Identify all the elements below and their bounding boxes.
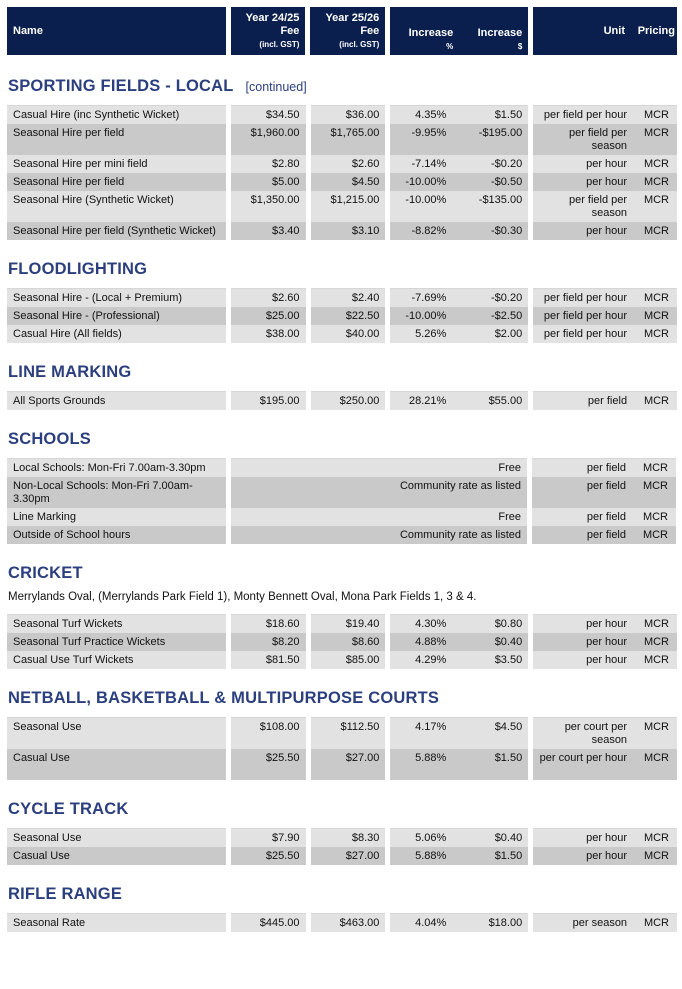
row-increase-amt: -$0.20	[452, 155, 528, 173]
row-fee-2526: $19.40	[311, 614, 386, 633]
row-unit: per field	[532, 477, 632, 508]
row-name: All Sports Grounds	[7, 391, 226, 410]
row-fee-2425: $108.00	[231, 717, 306, 749]
table-row	[7, 307, 677, 325]
row-fee-2425: $5.00	[231, 173, 306, 191]
row-fee-2526: $22.50	[311, 307, 386, 325]
section-title	[7, 256, 677, 282]
table-row	[7, 477, 677, 508]
header-increase-pct	[390, 7, 459, 55]
row-name: Seasonal Hire - (Local + Premium)	[7, 288, 226, 307]
section	[7, 560, 677, 669]
row-name: Seasonal Hire - (Professional)	[7, 307, 226, 325]
row-pricing: MCR	[633, 325, 677, 343]
row-fee-note: Free	[231, 458, 527, 477]
row-name: Seasonal Hire (Synthetic Wicket)	[7, 191, 226, 222]
row-unit: per field	[532, 458, 632, 477]
row-increase-pct: -10.00%	[390, 307, 452, 325]
row-increase-amt: $55.00	[452, 391, 528, 410]
section-title-text: CRICKET	[8, 564, 83, 582]
row-increase-pct: 5.06%	[390, 828, 452, 847]
row-increase-pct: 4.29%	[390, 651, 452, 669]
table-row	[7, 614, 677, 633]
row-increase-pct: -7.14%	[390, 155, 452, 173]
row-increase-pct: 4.17%	[390, 717, 452, 749]
table-row	[7, 391, 677, 410]
header-fee1-line2: Fee	[280, 24, 300, 37]
table-row	[7, 325, 677, 343]
row-increase-pct: -7.69%	[390, 288, 452, 307]
row-increase-amt: $1.50	[452, 847, 528, 865]
row-fee-2425: $7.90	[231, 828, 306, 847]
row-pricing: MCR	[632, 526, 676, 544]
row-fee-2425: $195.00	[231, 391, 306, 410]
row-increase-amt: $4.50	[452, 717, 528, 749]
row-increase-pct: 5.26%	[390, 325, 452, 343]
row-fee-2526: $4.50	[311, 173, 386, 191]
row-fee-2425: $18.60	[231, 614, 306, 633]
row-name: Seasonal Turf Wickets	[7, 614, 226, 633]
section	[7, 426, 677, 544]
row-unit: per hour	[533, 173, 633, 191]
row-increase-amt: -$2.50	[452, 307, 528, 325]
row-increase-amt: -$0.20	[452, 288, 528, 307]
section-title	[7, 560, 677, 586]
header-fee2-line3: (incl. GST)	[339, 39, 380, 49]
section	[7, 256, 677, 343]
row-fee-2526: $36.00	[311, 105, 386, 124]
row-fee-2526: $112.50	[311, 717, 386, 749]
section	[7, 881, 677, 932]
header-fee1-line1: Year 24/25	[245, 11, 300, 24]
table-row	[7, 458, 677, 477]
row-pricing: MCR	[633, 222, 677, 240]
section-title	[7, 796, 677, 822]
row-fee-2526: $1,215.00	[311, 191, 386, 222]
table-row	[7, 288, 677, 307]
header-fee2-line2: Fee	[360, 24, 380, 37]
row-name: Seasonal Use	[7, 828, 226, 847]
section	[7, 685, 677, 780]
row-pricing: MCR	[633, 391, 677, 410]
row-increase-pct: 4.88%	[390, 633, 452, 651]
row-unit: per field per season	[533, 191, 633, 222]
fees-page	[7, 7, 677, 932]
row-unit: per field	[533, 391, 633, 410]
row-fee-2526: $40.00	[311, 325, 386, 343]
row-unit: per hour	[533, 633, 633, 651]
continued-label: [continued]	[245, 80, 307, 94]
row-increase-amt: $0.40	[452, 633, 528, 651]
row-fee-note: Community rate as listed	[231, 477, 527, 508]
row-increase-amt: $2.00	[452, 325, 528, 343]
table-row	[7, 508, 677, 526]
header-increase	[390, 7, 528, 55]
table-row	[7, 105, 677, 124]
row-unit: per field per hour	[533, 325, 633, 343]
row-increase-pct: 28.21%	[390, 391, 452, 410]
section-title-text: SPORTING FIELDS - LOCAL	[8, 77, 234, 95]
section-title	[7, 685, 677, 711]
row-unit: per court per season	[533, 717, 633, 749]
table-row	[7, 222, 677, 240]
row-name: Casual Hire (inc Synthetic Wicket)	[7, 105, 226, 124]
row-fee-2425: $8.20	[231, 633, 306, 651]
header-increase-amt	[459, 7, 528, 55]
row-unit: per court per hour	[533, 749, 633, 780]
section-note: Merrylands Oval, (Merrylands Park Field 1), Monty Bennett Oval, Mona Park Fields 1, 3 & 4.	[8, 591, 477, 603]
row-fee-2526: $8.30	[311, 828, 386, 847]
row-fee-2526: $250.00	[311, 391, 386, 410]
table-row	[7, 749, 677, 780]
table-row	[7, 191, 677, 222]
row-name: Local Schools: Mon-Fri 7.00am-3.30pm	[7, 458, 226, 477]
row-fee-2425: $3.40	[231, 222, 306, 240]
section-title-text: RIFLE RANGE	[8, 885, 123, 903]
row-name: Seasonal Use	[7, 717, 226, 749]
row-increase-amt: $18.00	[452, 913, 528, 932]
row-fee-2526: $3.10	[311, 222, 386, 240]
row-unit: per field per hour	[533, 288, 633, 307]
row-unit: per hour	[533, 155, 633, 173]
row-unit: per field	[532, 526, 632, 544]
section	[7, 73, 677, 240]
row-pricing: MCR	[633, 913, 677, 932]
row-fee-2425: $1,350.00	[231, 191, 306, 222]
row-name: Seasonal Rate	[7, 913, 226, 932]
row-pricing: MCR	[633, 155, 677, 173]
header-fee-2526	[310, 7, 385, 55]
row-pricing: MCR	[632, 477, 676, 508]
header-fee1-line3: (incl. GST)	[259, 39, 300, 49]
row-pricing: MCR	[633, 749, 677, 780]
row-unit: per field per hour	[533, 307, 633, 325]
table-header	[7, 7, 677, 55]
row-increase-amt: -$135.00	[452, 191, 528, 222]
row-fee-note: Community rate as listed	[231, 526, 527, 544]
row-name: Casual Use Turf Wickets	[7, 651, 226, 669]
row-increase-amt: $0.40	[452, 828, 528, 847]
row-fee-2425: $25.00	[231, 307, 306, 325]
row-unit: per hour	[533, 651, 633, 669]
row-unit: per hour	[533, 614, 633, 633]
header-name-label: Name	[13, 25, 43, 37]
section-title-text: CYCLE TRACK	[8, 800, 129, 818]
header-inc-pct-line3: %	[446, 42, 454, 51]
row-fee-2425: $2.80	[231, 155, 306, 173]
section-title-text: LINE MARKING	[8, 363, 132, 381]
table-row	[7, 717, 677, 749]
row-name: Line Marking	[7, 508, 226, 526]
section-title	[7, 73, 677, 99]
row-increase-amt: -$195.00	[452, 124, 528, 155]
row-increase-pct: -8.82%	[390, 222, 452, 240]
row-increase-pct: -9.95%	[390, 124, 452, 155]
row-name: Non-Local Schools: Mon-Fri 7.00am-3.30pm	[7, 477, 226, 508]
section-title-text: FLOODLIGHTING	[8, 260, 148, 278]
row-pricing: MCR	[633, 633, 677, 651]
row-fee-2526: $85.00	[311, 651, 386, 669]
row-increase-pct: -10.00%	[390, 173, 452, 191]
row-name: Casual Use	[7, 749, 226, 780]
header-pricing: Pricing	[637, 25, 675, 37]
row-pricing: MCR	[633, 847, 677, 865]
header-fee2-line1: Year 25/26	[325, 11, 380, 24]
row-pricing: MCR	[632, 508, 676, 526]
section	[7, 359, 677, 410]
row-increase-amt: -$0.30	[452, 222, 528, 240]
row-name: Seasonal Hire per field	[7, 124, 226, 155]
row-name: Seasonal Hire per field (Synthetic Wicket)	[7, 222, 226, 240]
table-row	[7, 155, 677, 173]
row-unit: per hour	[533, 222, 633, 240]
row-pricing: MCR	[633, 717, 677, 749]
header-inc-amt-line1: Increase	[477, 27, 523, 39]
row-unit: per season	[533, 913, 633, 932]
row-pricing: MCR	[633, 105, 677, 124]
row-pricing: MCR	[633, 614, 677, 633]
table-row	[7, 526, 677, 544]
row-name: Outside of School hours	[7, 526, 226, 544]
row-pricing: MCR	[633, 651, 677, 669]
row-name: Casual Use	[7, 847, 226, 865]
header-inc-amt-line3: $	[517, 42, 523, 51]
row-increase-amt: $0.80	[452, 614, 528, 633]
row-increase-amt: $3.50	[452, 651, 528, 669]
row-name: Seasonal Hire per mini field	[7, 155, 226, 173]
row-increase-pct: 4.04%	[390, 913, 452, 932]
section-title-text: SCHOOLS	[8, 430, 91, 448]
table-row	[7, 173, 677, 191]
row-increase-amt: $1.50	[452, 105, 528, 124]
row-pricing: MCR	[633, 828, 677, 847]
row-fee-2425: $2.60	[231, 288, 306, 307]
row-pricing: MCR	[633, 173, 677, 191]
row-fee-2526: $1,765.00	[311, 124, 386, 155]
section-title-text: NETBALL, BASKETBALL & MULTIPURPOSE COURTS	[8, 689, 440, 707]
header-unit: Unit	[603, 25, 625, 37]
table-row	[7, 124, 677, 155]
row-fee-2425: $38.00	[231, 325, 306, 343]
row-pricing: MCR	[633, 191, 677, 222]
row-pricing: MCR	[633, 307, 677, 325]
row-fee-2526: $27.00	[311, 847, 386, 865]
header-inc-pct-line1: Increase	[408, 27, 454, 39]
row-fee-2526: $8.60	[311, 633, 386, 651]
row-increase-amt: $1.50	[452, 749, 528, 780]
fee-sections	[7, 73, 677, 932]
row-fee-note: Free	[231, 508, 527, 526]
section-title	[7, 426, 677, 452]
row-name: Casual Hire (All fields)	[7, 325, 226, 343]
table-row	[7, 633, 677, 651]
row-unit: per field per season	[533, 124, 633, 155]
row-increase-pct: 4.30%	[390, 614, 452, 633]
table-row	[7, 847, 677, 865]
row-pricing: MCR	[633, 288, 677, 307]
row-unit: per hour	[533, 828, 633, 847]
row-fee-2425: $1,960.00	[231, 124, 306, 155]
row-fee-2526: $2.40	[311, 288, 386, 307]
row-fee-2526: $463.00	[311, 913, 386, 932]
row-name: Seasonal Hire per field	[7, 173, 226, 191]
row-fee-2425: $25.50	[231, 847, 306, 865]
header-fee-2425	[231, 7, 306, 55]
row-name: Seasonal Turf Practice Wickets	[7, 633, 226, 651]
row-fee-2425: $445.00	[231, 913, 306, 932]
header-unit-pricing	[533, 7, 677, 55]
row-fee-2425: $34.50	[231, 105, 306, 124]
row-increase-pct: 5.88%	[390, 847, 452, 865]
row-increase-pct: 5.88%	[390, 749, 452, 780]
row-fee-2425: $25.50	[231, 749, 306, 780]
section-title	[7, 881, 677, 907]
table-row	[7, 651, 677, 669]
row-increase-pct: -10.00%	[390, 191, 452, 222]
row-increase-amt: -$0.50	[452, 173, 528, 191]
row-fee-2425: $81.50	[231, 651, 306, 669]
table-row	[7, 913, 677, 932]
row-fee-2526: $2.60	[311, 155, 386, 173]
table-row	[7, 828, 677, 847]
row-unit: per field per hour	[533, 105, 633, 124]
section-title	[7, 359, 677, 385]
row-increase-pct: 4.35%	[390, 105, 452, 124]
row-pricing: MCR	[633, 124, 677, 155]
header-name	[7, 7, 226, 55]
row-unit: per field	[532, 508, 632, 526]
row-fee-2526: $27.00	[311, 749, 386, 780]
section	[7, 796, 677, 865]
row-unit: per hour	[533, 847, 633, 865]
row-pricing: MCR	[632, 458, 676, 477]
